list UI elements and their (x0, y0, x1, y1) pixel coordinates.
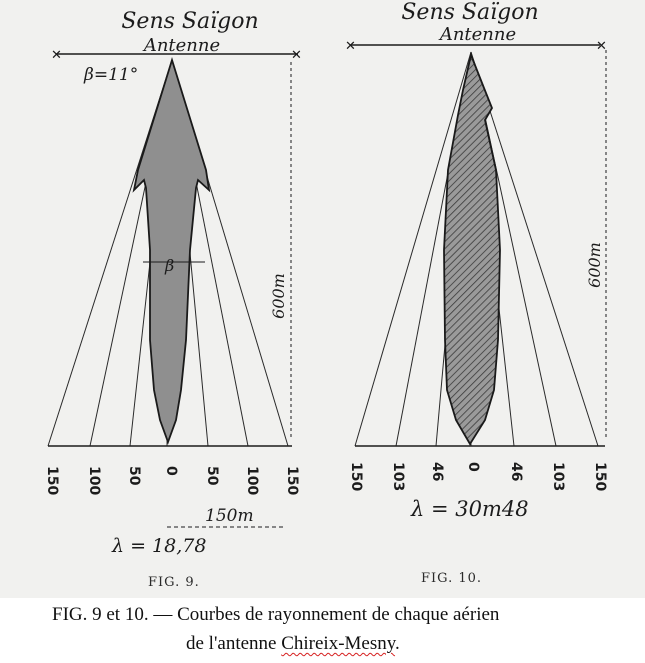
fig10-tick: 0 (465, 462, 481, 472)
fig9-axis-ticks (44, 466, 300, 495)
fig9-tick: 150 (284, 466, 300, 496)
fig9-wavelength-label: λ = 18,78 (112, 535, 207, 557)
fig9-antenna-end-left-icon: ✕ (51, 48, 62, 63)
fig9-tick: 0 (163, 466, 179, 476)
fig9-distance-label: 600m (269, 273, 288, 319)
caption-line-2 (186, 629, 400, 658)
fig10-tick: 103 (390, 462, 406, 492)
fig9-title: Sens Saïgon (121, 9, 259, 34)
fig10-tick: 46 (429, 462, 445, 482)
fig9-tick: 100 (244, 466, 260, 496)
fig9-tick: 150 (44, 466, 60, 496)
fig9-beta-inner: β (165, 256, 175, 275)
caption-line-2-prefix: de l'antenne (186, 633, 282, 654)
caption-antenna-name: Chireix-Mesny (281, 633, 396, 654)
fig10-antenna-label: Antenne (439, 24, 517, 45)
fig9-antenna-end-right-icon: ✕ (291, 48, 302, 63)
fig10-wavelength-label: λ = 30m48 (411, 497, 529, 521)
fig10-radiation-lobe (444, 55, 500, 444)
figure-9 (44, 9, 302, 590)
fig9-tick: 50 (204, 466, 220, 486)
fig9-figure-number: FIG. 9. (148, 575, 200, 590)
fig10-distance-label: 600m (585, 242, 604, 288)
fig9-antenna-label: Antenne (143, 35, 221, 56)
fig10-figure-number: FIG. 10. (421, 571, 483, 586)
fig10-antenna-end-right-icon: ✕ (596, 39, 607, 54)
caption-line-1: FIG. 9 et 10. — Courbes de rayonnement de chaque aérien (52, 604, 500, 625)
fig10-tick: 150 (592, 462, 608, 492)
fig10-axis-ticks (348, 462, 608, 491)
fig9-radiation-lobe (134, 60, 209, 442)
caption-line-2-suffix: . (395, 633, 400, 654)
fig10-tick: 150 (348, 462, 364, 492)
fig9-width-label: 150m (205, 506, 254, 526)
figure-10 (345, 0, 608, 586)
fig9-beta-label: β=11° (84, 65, 139, 85)
fig9-tick: 50 (126, 466, 142, 486)
fig10-antenna-end-left-icon: ✕ (345, 39, 356, 54)
fig10-tick: 103 (550, 462, 566, 492)
fig10-tick: 46 (508, 462, 524, 482)
fig10-title: Sens Saïgon (401, 0, 539, 25)
fig9-tick: 100 (86, 466, 102, 496)
